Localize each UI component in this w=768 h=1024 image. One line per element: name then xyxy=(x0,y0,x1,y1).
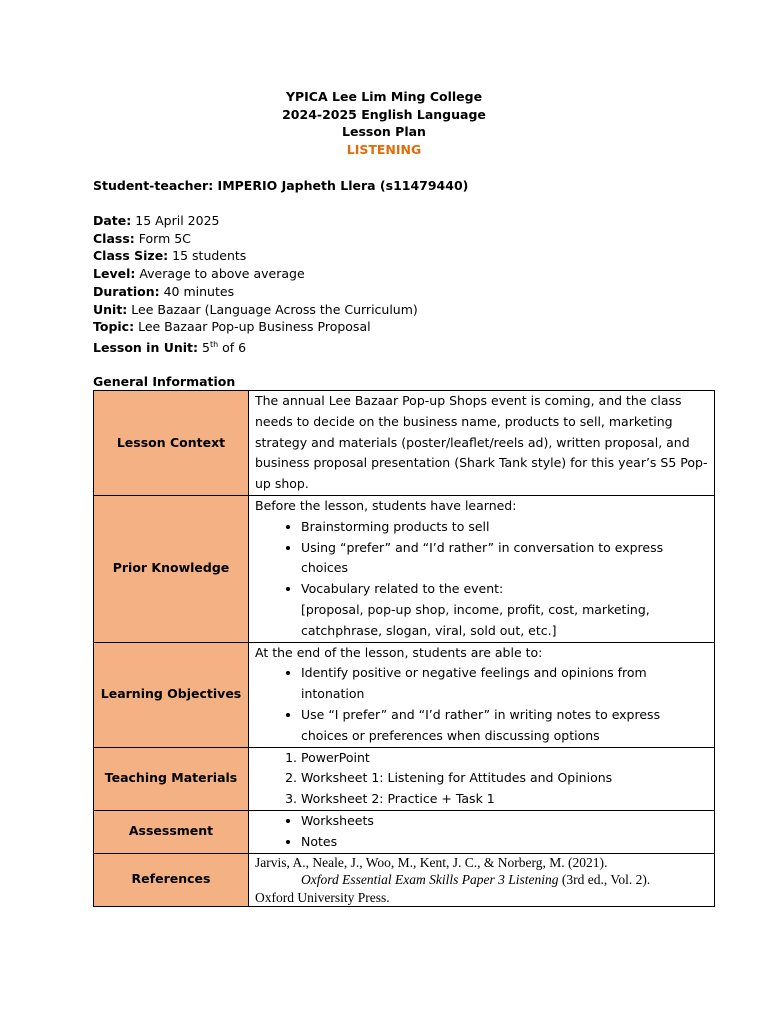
learning-objectives-cell xyxy=(249,642,715,747)
list-item: • Using “prefer” and “I’d rather” in conversation to express choices xyxy=(301,538,708,580)
unit-label: Unit: xyxy=(93,301,128,317)
lesson-ordinal-suffix: th xyxy=(209,339,219,349)
table-row xyxy=(94,391,715,496)
vocabulary-heading: • Vocabulary related to the event: xyxy=(301,581,504,597)
duration-label: Duration: xyxy=(93,283,160,299)
learning-objectives-list xyxy=(255,663,708,746)
list-item: • Brainstorming products to sell xyxy=(301,517,708,538)
list-item: 3. Worksheet 2: Practice + Task 1 xyxy=(301,789,708,810)
unit-value: Lee Bazaar (Language Across the Curriculum) xyxy=(127,301,418,317)
lesson-in-unit-label: Lesson in Unit: xyxy=(93,340,199,356)
unit-line xyxy=(93,301,418,319)
general-information-title: General Information xyxy=(93,374,236,389)
class-size-label: Class Size: xyxy=(93,248,169,264)
list-item: • Identify positive or negative feelings and opinions from intonation xyxy=(301,663,708,705)
prior-knowledge-cell xyxy=(249,495,715,642)
vocabulary-list: [proposal, pop-up shop, income, profit, cost, marketing, catchphrase, slogan, viral, sold out, etc.] xyxy=(301,601,650,638)
school-name: YPICA Lee Lim Ming College xyxy=(285,89,483,104)
class-value: Form 5C xyxy=(134,230,191,246)
reference-edition: (3rd ed., Vol. 2). xyxy=(558,872,651,888)
general-information-table xyxy=(93,390,715,907)
table-row xyxy=(94,495,715,642)
lesson-in-unit-line xyxy=(93,336,418,357)
topic-line xyxy=(93,318,418,336)
assessment-cell xyxy=(249,810,715,853)
document-header xyxy=(0,88,768,158)
lesson-context-text: The annual Lee Bazaar Pop-up Shops event is coming, and the class needs to decide on the business name, products to sell, marketing strategy and materials (poster/leaflet/reels ad), written proposal, and business proposal presentation (Shark Tank style) for this year’s S5 Pop-up shop. xyxy=(249,391,715,496)
learning-objectives-intro: At the end of the lesson, students are able to: xyxy=(255,644,543,660)
date-label: Date: xyxy=(93,213,132,228)
assessment-label: Assessment xyxy=(94,810,249,853)
topic-label: Topic: xyxy=(93,319,135,335)
duration-line xyxy=(93,283,418,301)
reference-authors: Jarvis, A., Neale, J., Woo, M., Kent, J. C., & Norberg, M. (2021). xyxy=(255,854,608,870)
student-teacher: Student-teacher: IMPERIO Japheth Llera (s11479440) xyxy=(93,178,469,193)
class-size-line xyxy=(93,247,418,265)
prior-knowledge-list xyxy=(255,517,708,642)
prior-knowledge-label: Prior Knowledge xyxy=(94,495,249,642)
table-row xyxy=(94,853,715,907)
class-line xyxy=(93,230,418,248)
reference-source xyxy=(255,871,708,889)
table-row xyxy=(94,642,715,747)
list-item: 1. PowerPoint xyxy=(301,748,708,769)
document-type: Lesson Plan xyxy=(342,124,426,139)
class-size-value: 15 students xyxy=(168,248,247,264)
duration-value: 40 minutes xyxy=(159,283,235,299)
list-item: • Notes xyxy=(301,832,708,853)
topic-value: Lee Bazaar Pop-up Business Proposal xyxy=(134,319,371,335)
level-line xyxy=(93,265,418,283)
teaching-materials-label: Teaching Materials xyxy=(94,747,249,810)
lesson-number: 5 xyxy=(198,340,210,356)
reference-publisher: Oxford University Press. xyxy=(255,889,390,905)
references-cell xyxy=(249,853,715,907)
teaching-materials-cell xyxy=(249,747,715,810)
level-value: Average to above average xyxy=(135,266,305,282)
date-line xyxy=(93,212,418,230)
year-subject: 2024-2025 English Language xyxy=(282,106,486,122)
table-row xyxy=(94,747,715,810)
references-label: References xyxy=(94,853,249,907)
level-label: Level: xyxy=(93,266,136,282)
class-label: Class: xyxy=(93,230,135,246)
table-row xyxy=(94,810,715,853)
list-item: 2. Worksheet 1: Listening for Attitudes and Opinions xyxy=(301,768,708,789)
list-item: • Use “I prefer” and “I’d rather” in writing notes to express choices or preferences when discussing options xyxy=(301,705,708,747)
assessment-list xyxy=(255,811,708,853)
teaching-materials-list xyxy=(255,748,708,810)
lesson-total: of 6 xyxy=(218,340,247,356)
date-value: 15 April 2025 xyxy=(131,213,220,228)
list-item xyxy=(301,579,708,641)
skill-title: LISTENING xyxy=(346,141,422,157)
learning-objectives-label: Learning Objectives xyxy=(94,642,249,747)
prior-knowledge-intro: Before the lesson, students have learned: xyxy=(255,497,517,513)
reference-title: Oxford Essential Exam Skills Paper 3 Listening xyxy=(301,872,559,888)
lesson-context-label: Lesson Context xyxy=(94,391,249,496)
lesson-details xyxy=(93,212,418,357)
list-item: • Worksheets xyxy=(301,811,708,832)
